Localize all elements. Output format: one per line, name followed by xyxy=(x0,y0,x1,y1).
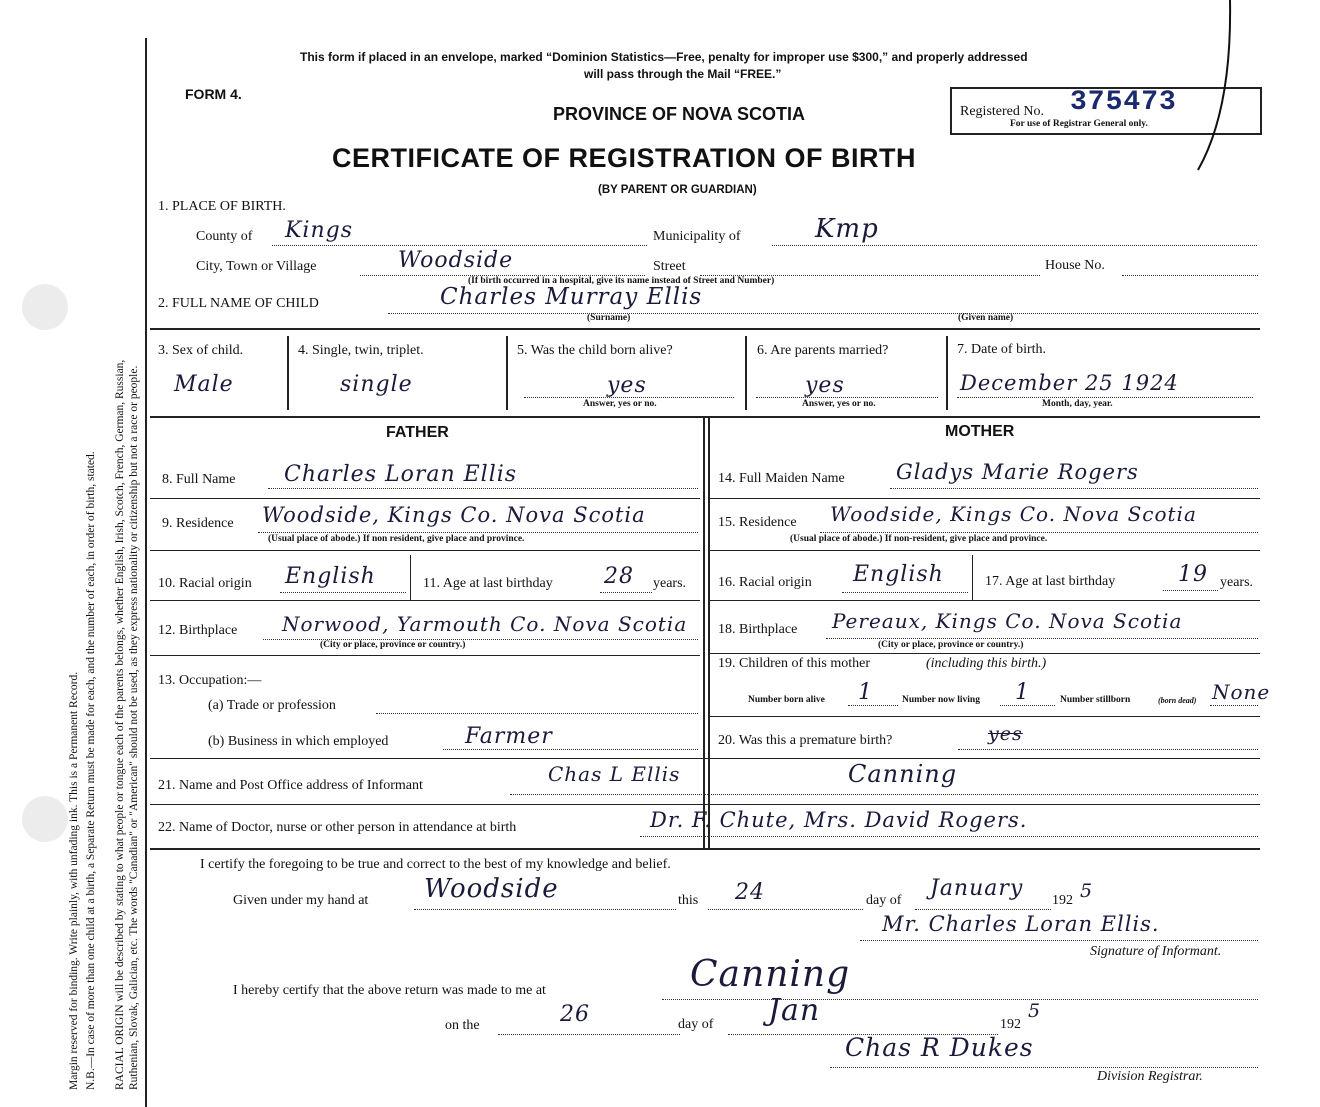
county-label: County of xyxy=(196,229,253,244)
business-line xyxy=(443,749,698,750)
registrar-year-suffix: 5 xyxy=(1028,1000,1042,1022)
given-day-line xyxy=(708,909,863,910)
father-residence-note: (Usual place of abode.) If non resident, give place and province. xyxy=(268,534,525,544)
street-label: Street xyxy=(653,259,686,274)
mother-birthplace-label: 18. Birthplace xyxy=(718,622,798,637)
margin-note-racial-origin: RACIAL ORIGIN will be described by stating to what people or tongue each of the parents belongs, whether English, Irish, Scotch, French, German, Russian, xyxy=(114,359,126,1090)
margin-note-multiple-births: N.B.—In case of more than one child at a birth, a Separate Return must be made for each, and the number of each, in order of birth, stated. xyxy=(85,451,97,1090)
father-name-label: 8. Full Name xyxy=(162,472,236,487)
county-line xyxy=(272,245,647,246)
premature-line xyxy=(958,749,1258,750)
informant-line xyxy=(510,794,1258,795)
mother-years-label: years. xyxy=(1220,575,1254,590)
informant-signature: Mr. Charles Loran Ellis. xyxy=(882,912,1160,936)
father-name-value: Charles Loran Ellis xyxy=(284,462,518,487)
mother-age-line xyxy=(1163,590,1218,591)
father-birthplace-value: Norwood, Yarmouth Co. Nova Scotia xyxy=(282,612,688,636)
mother-row-rule-1 xyxy=(710,498,1260,499)
given-month-value: January xyxy=(930,876,1024,901)
parents-divider xyxy=(703,416,705,850)
given-place-value: Woodside xyxy=(424,874,559,904)
binding-hole-bottom xyxy=(22,796,68,842)
registrar-signature: Chas R Dukes xyxy=(845,1033,1034,1062)
given-day-value: 24 xyxy=(735,880,765,905)
informant-name-value: Chas L Ellis xyxy=(548,762,681,786)
place-of-birth-heading: 1. PLACE OF BIRTH. xyxy=(158,199,286,214)
mother-row-rule-4 xyxy=(710,653,1260,654)
street-line xyxy=(700,275,1040,276)
given-under-label: Given under my hand at xyxy=(233,893,369,908)
father-years-label: years. xyxy=(653,576,687,591)
col-divider-2 xyxy=(506,336,508,410)
informant-signature-label: Signature of Informant. xyxy=(1090,944,1222,959)
mother-racial-label: 16. Racial origin xyxy=(718,575,812,590)
informant-address-value: Canning xyxy=(848,760,958,788)
postal-notice: This form if placed in an envelope, marked “Dominion Statistics—Free, penalty for improper use $300,” and properly addressed xyxy=(300,50,1028,64)
child-name-value: Charles Murray Ellis xyxy=(440,284,703,310)
father-name-line xyxy=(268,488,698,489)
attendant-label: 22. Name of Doctor, nurse or other person in attendance at birth xyxy=(158,820,517,835)
given-year-suffix: 5 xyxy=(1080,880,1094,902)
county-value: Kings xyxy=(285,218,354,243)
child-name-line xyxy=(388,313,1258,314)
mother-row-rule-2 xyxy=(710,550,1260,551)
form-number: FORM 4. xyxy=(185,86,242,102)
father-row-rule-4 xyxy=(150,655,700,656)
father-birthplace-note: (City or place, province or country.) xyxy=(320,640,466,650)
father-racial-value: English xyxy=(285,564,376,589)
house-no-label: House No. xyxy=(1045,258,1105,273)
mother-name-value: Gladys Marie Rogers xyxy=(896,460,1139,484)
mother-row-rule-5 xyxy=(710,716,1260,717)
mother-birthplace-line xyxy=(826,638,1258,639)
business-label: (b) Business in which employed xyxy=(208,734,389,749)
mother-name-label: 14. Full Maiden Name xyxy=(718,471,845,486)
margin-rule xyxy=(145,38,147,1107)
dob-line xyxy=(957,397,1253,398)
born-alive-value: yes xyxy=(607,373,647,398)
registered-number-stamp: 375473 xyxy=(1070,87,1177,118)
father-residence-line xyxy=(258,532,698,533)
registrar-day-value: 26 xyxy=(560,1002,590,1027)
sex-value: Male xyxy=(174,372,234,397)
margin-note-binding: Margin reserved for binding. Write plainly, with unfading ink. This is a Permanent Record. xyxy=(68,671,80,1090)
father-residence-value: Woodside, Kings Co. Nova Scotia xyxy=(262,503,646,527)
registrar-day-of-label: day of xyxy=(678,1017,714,1032)
mother-row-rule-3 xyxy=(710,600,1260,601)
mother-age-value: 19 xyxy=(1178,562,1208,587)
father-row-rule-3 xyxy=(150,600,700,601)
stillborn-value: None xyxy=(1212,680,1271,704)
parents-married-label: 6. Are parents married? xyxy=(757,343,889,358)
col-divider-4 xyxy=(946,336,948,410)
margin-note-racial-origin-cont: Ruthenian, Slovak, Galician, etc. The words "Canadian" or "American" should not be used, as they express nationality or citizenship but not a race or people. xyxy=(128,365,140,1090)
parents-married-value: yes xyxy=(805,373,845,398)
divider-parents xyxy=(150,416,1260,418)
mother-residence-value: Woodside, Kings Co. Nova Scotia xyxy=(830,502,1197,526)
father-row-rule-1 xyxy=(150,498,700,499)
informant-label: 21. Name and Post Office address of Informant xyxy=(158,778,423,793)
occupation-label: 13. Occupation:— xyxy=(158,673,262,688)
province-title: PROVINCE OF NOVA SCOTIA xyxy=(553,104,806,124)
father-heading: FATHER xyxy=(386,424,449,441)
col-divider-3 xyxy=(745,336,747,410)
registrar-month-value: Jan xyxy=(768,993,821,1028)
premature-value-struck: yes xyxy=(988,723,1023,745)
plurality-value: single xyxy=(340,372,413,397)
divider-certification xyxy=(150,848,1260,850)
born-alive-count-label: Number born alive xyxy=(748,695,825,705)
page-title: CERTIFICATE OF REGISTRATION OF BIRTH xyxy=(332,143,916,173)
registrar-statement: I hereby certify that the above return was made to me at xyxy=(233,983,546,998)
given-month-line xyxy=(915,909,1051,910)
house-no-line xyxy=(1122,275,1258,276)
given-place-line xyxy=(414,909,676,910)
parents-divider-inner xyxy=(708,416,710,850)
municipality-label: Municipality of xyxy=(653,229,741,244)
surname-note: (Surname) xyxy=(587,313,631,323)
business-value: Farmer xyxy=(465,724,553,749)
mother-name-line xyxy=(890,488,1258,489)
now-living-line xyxy=(1000,705,1055,706)
trade-line xyxy=(376,713,698,714)
parents-married-line xyxy=(756,397,938,398)
registrar-place-line xyxy=(662,999,1258,1000)
father-row-rule-2 xyxy=(150,550,700,551)
registrar-signature-label: Division Registrar. xyxy=(1097,1069,1203,1084)
parents-married-note: Answer, yes or no. xyxy=(802,399,876,409)
divider-top xyxy=(150,328,1260,330)
mother-birthplace-value: Pereaux, Kings Co. Nova Scotia xyxy=(832,609,1183,633)
mother-residence-line xyxy=(820,532,1258,533)
dob-value: December 25 1924 xyxy=(960,371,1179,395)
born-alive-count-line xyxy=(848,705,898,706)
now-living-value: 1 xyxy=(1015,680,1030,705)
mother-residence-label: 15. Residence xyxy=(718,515,797,530)
stillborn-label: Number stillborn xyxy=(1060,695,1131,705)
father-racial-line xyxy=(280,592,406,593)
father-age-line xyxy=(600,592,652,593)
hospital-note: (If birth occurred in a hospital, give its name instead of Street and Number) xyxy=(468,276,775,286)
father-age-label: 11. Age at last birthday xyxy=(423,576,553,591)
mother-age-label: 17. Age at last birthday xyxy=(985,574,1116,589)
father-birthplace-label: 12. Birthplace xyxy=(158,623,238,638)
this-label: this xyxy=(678,893,699,908)
divider-informant xyxy=(150,758,1260,759)
father-age-value: 28 xyxy=(604,564,634,589)
born-alive-label: 5. Was the child born alive? xyxy=(517,343,673,358)
mother-racial-value: English xyxy=(853,562,944,587)
child-name-label: 2. FULL NAME OF CHILD xyxy=(158,296,319,311)
divider-attendant xyxy=(150,804,1260,805)
plurality-label: 4. Single, twin, triplet. xyxy=(298,343,424,358)
municipality-value: Kmp xyxy=(815,214,879,244)
now-living-label: Number now living xyxy=(902,695,980,705)
stillborn-paren: (born dead) xyxy=(1158,696,1197,705)
attendant-line xyxy=(640,836,1258,837)
city-value: Woodside xyxy=(398,248,514,273)
registrar-day-line xyxy=(498,1034,680,1035)
certification-statement: I certify the foregoing to be true and correct to the best of my knowledge and belief. xyxy=(200,857,671,872)
mother-racial-divider xyxy=(972,555,973,600)
premature-label: 20. Was this a premature birth? xyxy=(718,733,893,748)
given-day-of-label: day of xyxy=(866,893,902,908)
pen-stroke-mark xyxy=(1190,0,1250,175)
registrar-on-the-label: on the xyxy=(445,1018,480,1033)
born-alive-count-value: 1 xyxy=(858,680,873,705)
children-label: 19. Children of this mother xyxy=(718,656,871,671)
attendant-value: Dr. F. Chute, Mrs. David Rogers. xyxy=(650,808,1028,832)
registered-label: Registered No. xyxy=(960,104,1044,119)
children-paren: (including this birth.) xyxy=(926,656,1047,671)
mother-heading: MOTHER xyxy=(945,423,1015,440)
municipality-line xyxy=(772,245,1257,246)
city-label: City, Town or Village xyxy=(196,259,317,274)
sex-label: 3. Sex of child. xyxy=(158,343,244,358)
binding-hole-top xyxy=(22,284,68,330)
given-name-note: (Given name) xyxy=(958,313,1014,323)
stillborn-line xyxy=(1210,705,1258,706)
mother-residence-note: (Usual place of abode.) If non-resident, give place and province. xyxy=(790,534,1048,544)
mother-racial-line xyxy=(842,592,968,593)
father-racial-label: 10. Racial origin xyxy=(158,576,252,591)
registrar-place-value: Canning xyxy=(690,954,851,995)
postal-notice-cont: will pass through the Mail “FREE.” xyxy=(584,67,782,81)
registered-note: For use of Registrar General only. xyxy=(1010,119,1148,129)
page-subtitle: (BY PARENT OR GUARDIAN) xyxy=(598,184,757,196)
registrar-signature-line xyxy=(830,1067,1258,1068)
father-racial-divider xyxy=(410,555,411,600)
col-divider-1 xyxy=(287,336,289,410)
mother-birthplace-note: (City or place, province or country.) xyxy=(878,640,1024,650)
given-year-prefix: 192 xyxy=(1052,893,1073,908)
dob-label: 7. Date of birth. xyxy=(957,342,1047,357)
father-residence-label: 9. Residence xyxy=(162,516,234,531)
dob-note: Month, day, year. xyxy=(1042,399,1113,409)
registrar-year-prefix: 192 xyxy=(1000,1017,1021,1032)
born-alive-note: Answer, yes or no. xyxy=(583,399,657,409)
trade-label: (a) Trade or profession xyxy=(208,698,336,713)
informant-signature-line xyxy=(860,940,1258,941)
